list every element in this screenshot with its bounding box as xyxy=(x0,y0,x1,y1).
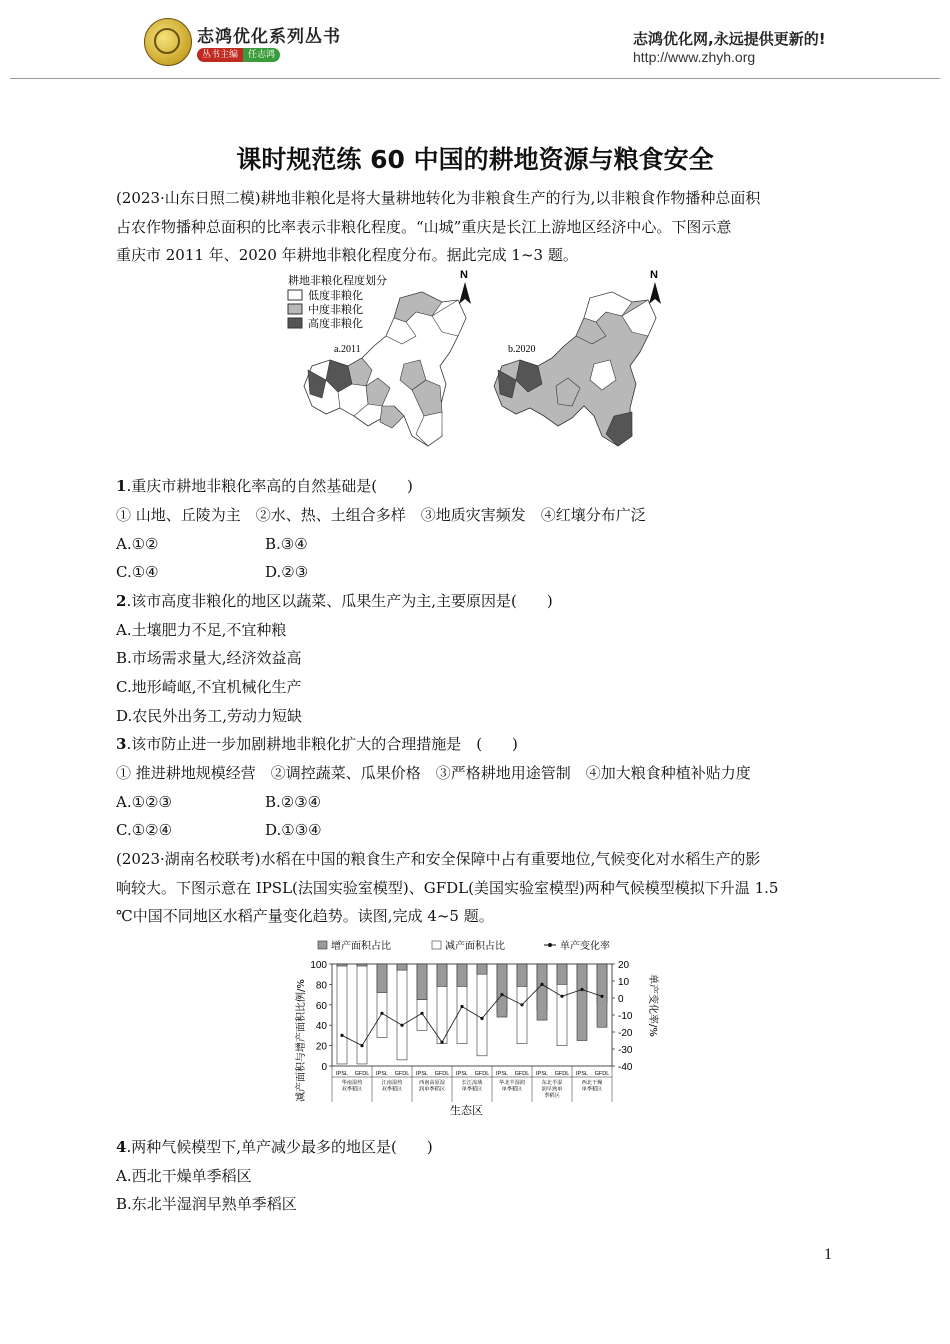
q4-stem xyxy=(116,1133,836,1161)
model-tick-label: IPSL xyxy=(456,1071,468,1077)
intro-2-line-2: 响较大。下图示意在 IPSL(法国实验室模型)、GFDL(美国实验室模型)两种气候模型模拟下升温 1.5 xyxy=(116,879,779,897)
map-2020 xyxy=(494,269,661,446)
north-arrow-icon xyxy=(459,282,471,304)
q3-items: ① 推进耕地规模经营 ②调控蔬菜、瓜果价格 ③严格耕地用途管制 ④加大粮食种植补贴力度 xyxy=(116,764,751,782)
model-tick-label: GFDL xyxy=(514,1071,530,1077)
bar-decrease xyxy=(477,964,487,1056)
region-label: 单季稻区 xyxy=(461,1086,483,1093)
legend-high: 高度非粮化 xyxy=(308,317,363,330)
rice-yield-chart xyxy=(292,934,664,1120)
editor-badge xyxy=(197,48,280,62)
model-tick-label: IPSL xyxy=(416,1071,428,1077)
q2-option-d[interactable]: D.农民外出务工,劳动力短缺 xyxy=(116,707,303,725)
yield-rate-point xyxy=(500,993,503,996)
q2-stem-text: .该市高度非粮化的地区以蔬菜、瓜果生产为主,主要原因是( ) xyxy=(126,592,553,610)
page-number: 1 xyxy=(824,1246,832,1263)
yield-rate-point xyxy=(480,1017,483,1020)
region-label: 长江流域 xyxy=(461,1080,483,1086)
legend-line-marker xyxy=(548,943,552,947)
yield-rate-point xyxy=(400,1024,403,1027)
bar-increase xyxy=(357,964,367,966)
region-label: 单季稻区 xyxy=(581,1086,603,1093)
yield-rate-point xyxy=(380,1012,383,1015)
model-tick-label: IPSL xyxy=(576,1071,588,1077)
bar-increase xyxy=(397,964,407,970)
region-label: 润单季稻区 xyxy=(419,1086,445,1093)
right-tick-label: -40 xyxy=(618,1062,633,1073)
region-label: 江南湿热 xyxy=(381,1080,403,1086)
q3-stem xyxy=(116,730,836,758)
bar-increase xyxy=(557,964,567,984)
bar-increase xyxy=(377,964,387,993)
q4-number: 4 xyxy=(116,1138,127,1156)
q3-option-a[interactable]: A.①②③ xyxy=(116,793,172,811)
q2-option-c[interactable]: C.地形崎岖,不宜机械化生产 xyxy=(116,678,302,696)
model-tick-label: GFDL xyxy=(394,1071,410,1077)
q1-option-a[interactable]: A.①② xyxy=(116,535,159,553)
x-axis-title: 生态区 xyxy=(450,1104,483,1117)
right-tick-label: 0 xyxy=(618,994,624,1005)
q2-number: 2 xyxy=(116,592,127,610)
region-label: 华南湿热 xyxy=(341,1080,363,1086)
legend-swatch-low xyxy=(288,290,302,300)
north-label-b: N xyxy=(650,269,658,281)
region-label: 西南高原湿 xyxy=(419,1080,445,1086)
right-tick-label: 10 xyxy=(618,977,630,988)
legend-mid: 中度非粮化 xyxy=(308,303,363,316)
series-logo xyxy=(144,18,192,66)
map-b-label: b.2020 xyxy=(508,344,536,355)
page-header xyxy=(0,0,950,80)
editor-name: 任志鸿 xyxy=(243,48,280,62)
model-tick-label: GFDL xyxy=(474,1071,490,1077)
right-axis-title: 单产变化率/% xyxy=(647,974,658,1037)
series-title: 志鸿优化系列丛书 xyxy=(197,27,341,47)
model-tick-label: GFDL xyxy=(594,1071,610,1077)
q1-option-c[interactable]: C.①④ xyxy=(116,563,159,581)
yield-rate-point xyxy=(360,1044,363,1047)
q3-number: 3 xyxy=(116,735,127,753)
bar-increase xyxy=(457,964,467,986)
bar-increase xyxy=(337,964,347,966)
left-tick-label: 0 xyxy=(321,1062,327,1073)
page-title: 课时规范练 60 中国的耕地资源与粮食安全 xyxy=(236,145,714,174)
region-label: 季稻区 xyxy=(544,1093,560,1099)
region-label: 东北半湿 xyxy=(541,1080,563,1086)
right-tick-label: -10 xyxy=(618,1011,633,1022)
bar-decrease xyxy=(397,964,407,1060)
chongqing-map-figure xyxy=(282,266,682,456)
q1-number: 1 xyxy=(116,477,127,495)
bar-increase xyxy=(577,964,587,1041)
region-label: 单季稻区 xyxy=(501,1086,523,1093)
bar-increase xyxy=(517,964,527,986)
q1-option-b[interactable]: B.③④ xyxy=(265,535,308,553)
q3-option-c[interactable]: C.①②④ xyxy=(116,821,173,839)
header-divider xyxy=(10,78,940,79)
q4-option-a[interactable]: A.西北干燥单季稻区 xyxy=(116,1167,252,1185)
bar-increase xyxy=(417,964,427,1000)
map-legend-title: 耕地非粮化程度划分 xyxy=(288,274,387,287)
model-tick-label: IPSL xyxy=(376,1071,388,1077)
north-label-a: N xyxy=(460,269,468,281)
left-tick-label: 80 xyxy=(315,980,327,992)
q2-stem xyxy=(116,587,836,615)
region-label: 双季稻区 xyxy=(381,1086,403,1093)
yield-rate-point xyxy=(440,1041,443,1044)
region-label: 润早熟单 xyxy=(541,1086,563,1093)
yield-rate-point xyxy=(580,988,583,991)
model-tick-label: GFDL xyxy=(554,1071,570,1077)
legend-yield-rate: 单产变化率 xyxy=(560,941,610,952)
legend-swatch-mid xyxy=(288,304,302,314)
editor-label: 丛书主编 xyxy=(197,48,243,62)
left-tick-label: 20 xyxy=(315,1041,327,1053)
model-tick-label: GFDL xyxy=(434,1071,450,1077)
intro-2-line-1: (2023·湖南名校联考)水稻在中国的粮食生产和安全保障中占有重要地位,气候变化对水稻生产的影 xyxy=(116,850,761,868)
model-tick-label: IPSL xyxy=(496,1071,508,1077)
yield-rate-point xyxy=(540,983,543,986)
legend-swatch-high xyxy=(288,318,302,328)
q3-option-d[interactable]: D.①③④ xyxy=(265,821,322,839)
bar-increase xyxy=(497,964,507,1017)
yield-rate-point xyxy=(340,1034,343,1037)
intro-1-line-2: 占农作物播种总面积的比率表示非粮化程度。“山城”重庆是长江上游地区经济中心。下图示意 xyxy=(116,218,732,236)
yield-rate-point xyxy=(600,995,603,998)
plot-frame xyxy=(332,964,612,1066)
intro-1-line-3: 重庆市 2011 年、2020 年耕地非粮化程度分布。据此完成 1~3 题。 xyxy=(116,246,578,264)
left-tick-label: 40 xyxy=(315,1021,327,1033)
left-tick-label: 100 xyxy=(310,960,327,971)
header-slogan: 志鸿优化网,永远提供更新的! xyxy=(633,30,826,48)
q2-option-a[interactable]: A.土壤肥力不足,不宜种粮 xyxy=(116,621,287,639)
yield-rate-point xyxy=(520,1003,523,1006)
q1-stem xyxy=(116,472,836,500)
bar-decrease xyxy=(357,964,367,1064)
q1-stem-text: .重庆市耕地非粮化率高的自然基础是( ) xyxy=(126,477,413,495)
chart-plot-area xyxy=(310,960,633,1102)
right-tick-label: -30 xyxy=(618,1045,633,1056)
map-a-label: a.2011 xyxy=(334,344,361,355)
q1-option-d[interactable]: D.②③ xyxy=(265,563,309,581)
q3-stem-text: .该市防止进一步加剧耕地非粮化扩大的合理措施是 ( ) xyxy=(126,735,518,753)
legend-decrease: 减产面积占比 xyxy=(445,941,505,952)
bar-increase xyxy=(477,964,487,974)
legend-swatch-decrease xyxy=(432,941,441,949)
chart-legend xyxy=(318,939,610,952)
north-arrow-icon xyxy=(649,282,661,304)
header-url[interactable]: http://www.zhyh.org xyxy=(633,49,756,65)
legend-low: 低度非粮化 xyxy=(308,289,363,302)
legend-increase: 增产面积占比 xyxy=(331,941,391,952)
right-tick-label: 20 xyxy=(618,960,630,971)
bar-increase xyxy=(437,964,447,986)
bar-increase xyxy=(537,964,547,1020)
legend-swatch-increase xyxy=(318,941,327,949)
q2-option-b[interactable]: B.市场需求量大,经济效益高 xyxy=(116,649,302,667)
region-label: 双季稻区 xyxy=(341,1086,363,1093)
left-axis-title: 减产面积与增产面积比例/% xyxy=(296,979,307,1102)
bar-decrease xyxy=(337,964,347,1064)
intro-1-line-1: (2023·山东日照二模)耕地非粮化是将大量耕地转化为非粮食生产的行为,以非粮食作物播种总面积 xyxy=(116,189,761,207)
yield-rate-point xyxy=(420,1012,423,1015)
model-tick-label: GFDL xyxy=(354,1071,370,1077)
q4-option-b[interactable]: B.东北半湿润早熟单季稻区 xyxy=(116,1195,297,1213)
yield-rate-point xyxy=(460,1005,463,1008)
model-tick-label: IPSL xyxy=(536,1071,548,1077)
intro-2-line-3: ℃中国不同地区水稻产量变化趋势。读图,完成 4~5 题。 xyxy=(116,907,494,925)
yield-rate-point xyxy=(560,995,563,998)
right-tick-label: -20 xyxy=(618,1028,633,1039)
q3-option-b[interactable]: B.②③④ xyxy=(265,793,322,811)
left-tick-label: 60 xyxy=(315,1000,327,1012)
region-label: 西北干燥 xyxy=(581,1080,603,1086)
model-tick-label: IPSL xyxy=(336,1071,348,1077)
region-label: 华北半湿润 xyxy=(499,1080,525,1086)
q4-stem-text: .两种气候模型下,单产减少最多的地区是( ) xyxy=(126,1138,433,1156)
q1-items: ① 山地、丘陵为主 ②水、热、土组合多样 ③地质灾害频发 ④红壤分布广泛 xyxy=(116,506,646,524)
